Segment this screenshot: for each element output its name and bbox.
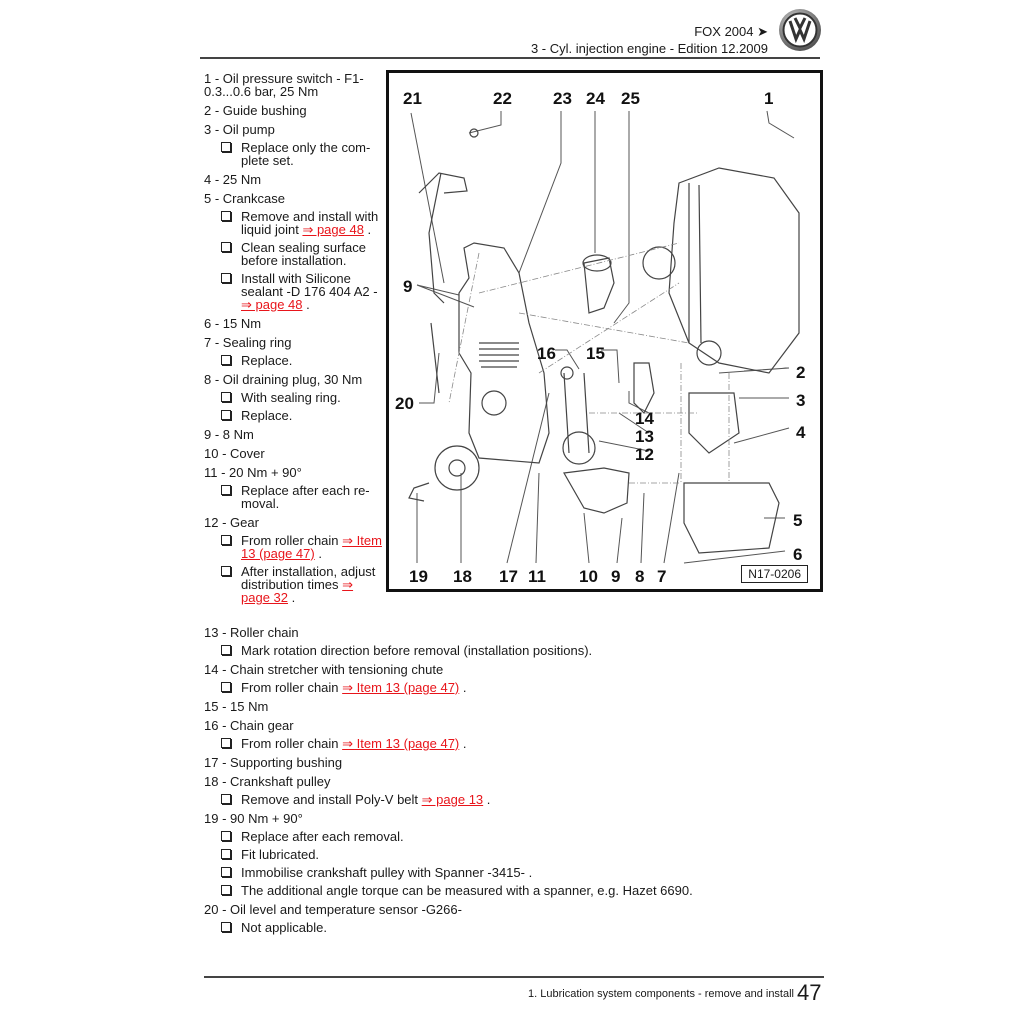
list-item-2 — [204, 104, 384, 117]
sub-step-text: Immobilise crankshaft pulley with Spanner -3415- . — [241, 865, 533, 880]
sub-step — [204, 565, 384, 604]
checkbox-bullet-icon — [221, 211, 231, 221]
item-title: 14 - Chain stretcher with tensioning chute — [204, 662, 444, 677]
vw-logo-icon — [778, 8, 822, 52]
callout-10: 10 — [579, 567, 598, 586]
item-title: 8 - Oil draining plug, 30 Nm — [204, 372, 363, 387]
checkbox-bullet-icon — [221, 566, 231, 576]
item-title: 7 - Sealing ring — [204, 335, 292, 350]
sub-step — [204, 848, 824, 861]
sub-step-text: Replace. — [241, 353, 293, 368]
cross-reference-link[interactable]: ⇒ page 48 — [241, 297, 303, 312]
item-title: 13 - Roller chain — [204, 625, 299, 640]
callout-17: 17 — [499, 567, 518, 586]
item-title: 6 - 15 Nm — [204, 316, 262, 331]
callout-3: 3 — [796, 391, 806, 410]
sub-step-text: From roller chain — [241, 533, 343, 548]
item-title: 3 - Oil pump — [204, 122, 275, 137]
sub-step-text: With sealing ring. — [241, 390, 341, 405]
parts-list-wide — [204, 626, 824, 940]
list-item-6 — [204, 317, 384, 330]
sub-step-text: The additional angle torque can be measured with a spanner, e.g. Hazet 6690. — [241, 883, 693, 898]
sub-step-text: Replace only the com- plete set. — [241, 140, 371, 168]
item-title: 5 - Crankcase — [204, 191, 285, 206]
callout-23: 23 — [553, 89, 572, 108]
sub-step-text: Replace after each removal. — [241, 829, 404, 844]
sub-step — [204, 272, 384, 311]
sub-step-text: After installation, adjust distribution times — [241, 564, 376, 592]
list-item-8 — [204, 373, 384, 422]
cross-reference-link[interactable]: ⇒ page 32 — [241, 577, 354, 605]
cross-reference-link[interactable]: ⇒ page 13 — [421, 792, 484, 807]
sub-step — [204, 830, 824, 843]
item-title: 9 - 8 Nm — [204, 427, 254, 442]
checkbox-bullet-icon — [221, 392, 231, 402]
sub-step-suffix: . — [363, 222, 372, 237]
sub-step-text: Replace after each re- moval. — [241, 483, 370, 511]
sub-step-text: From roller chain — [241, 736, 343, 751]
callout-1: 1 — [764, 89, 774, 108]
item-title: 16 - Chain gear — [204, 718, 294, 733]
sub-step-suffix: . — [459, 736, 467, 751]
list-item-19 — [204, 812, 824, 897]
list-item-7 — [204, 336, 384, 367]
item-title: 12 - Gear — [204, 515, 259, 530]
cross-reference-link[interactable]: ⇒ Item 13 (page 47) — [241, 533, 382, 561]
sub-step-suffix: . — [288, 590, 296, 605]
callout-5: 5 — [793, 511, 803, 530]
sub-step — [204, 884, 824, 897]
sub-step — [204, 793, 824, 806]
list-item-10 — [204, 447, 384, 460]
callout-21: 21 — [403, 89, 422, 108]
checkbox-bullet-icon — [221, 242, 231, 252]
callout-4: 4 — [796, 423, 806, 442]
sub-step-text: Mark rotation direction before removal (installation positions). — [241, 643, 593, 658]
checkbox-bullet-icon — [221, 410, 231, 420]
sub-step — [204, 644, 824, 657]
checkbox-bullet-icon — [221, 142, 231, 152]
footer-section-title: 1. Lubrication system components - remove and install — [528, 988, 794, 1000]
sub-step-text: Remove and install Poly-V belt — [241, 792, 422, 807]
checkbox-bullet-icon — [221, 535, 231, 545]
callout-7: 7 — [657, 567, 667, 586]
list-item-16 — [204, 719, 824, 750]
list-item-15 — [204, 700, 824, 713]
callout-20: 20 — [395, 394, 414, 413]
sub-step — [204, 141, 384, 167]
item-title: 19 - 90 Nm + 90° — [204, 811, 303, 826]
header-rule — [200, 57, 820, 59]
cross-reference-link[interactable]: ⇒ Item 13 (page 47) — [342, 680, 460, 695]
list-item-5 — [204, 192, 384, 311]
item-title: 11 - 20 Nm + 90° — [204, 465, 302, 480]
list-item-3 — [204, 123, 384, 167]
item-title: 10 - Cover — [204, 446, 265, 461]
checkbox-bullet-icon — [221, 922, 231, 932]
list-item-13 — [204, 626, 824, 657]
engine-illustration — [389, 73, 820, 589]
callout-12: 12 — [635, 445, 654, 464]
sub-step-suffix: . — [459, 680, 467, 695]
page-header — [200, 0, 830, 60]
sub-step — [204, 391, 384, 404]
sub-step-suffix: . — [314, 546, 322, 561]
item-title: 18 - Crankshaft pulley — [204, 774, 331, 789]
sub-step-text: Install with Silicone sealant -D 176 404 A2 - — [241, 271, 378, 299]
checkbox-bullet-icon — [221, 867, 231, 877]
list-item-20 — [204, 903, 824, 934]
checkbox-bullet-icon — [221, 273, 231, 283]
list-item-14 — [204, 663, 824, 694]
sub-step — [204, 921, 824, 934]
sub-step-text: Clean sealing surface before installation. — [241, 240, 367, 268]
list-item-9 — [204, 428, 384, 441]
callout-15: 15 — [586, 344, 605, 363]
checkbox-bullet-icon — [221, 831, 231, 841]
exploded-engine-diagram — [386, 70, 823, 592]
checkbox-bullet-icon — [221, 738, 231, 748]
checkbox-bullet-icon — [221, 355, 231, 365]
sub-step-text: Remove and install with liquid joint — [241, 209, 379, 237]
list-item-12 — [204, 516, 384, 604]
callout-22: 22 — [493, 89, 512, 108]
sub-step-text: From roller chain — [241, 680, 343, 695]
sub-step — [204, 241, 384, 267]
callout-9: 9 — [403, 277, 413, 296]
list-item-4 — [204, 173, 384, 186]
checkbox-bullet-icon — [221, 682, 231, 692]
callout-13: 13 — [635, 427, 654, 446]
item-title: 17 - Supporting bushing — [204, 755, 343, 770]
footer-rule — [204, 976, 824, 978]
sub-step — [204, 409, 384, 422]
list-item-11 — [204, 466, 384, 510]
list-item-17 — [204, 756, 824, 769]
sub-step-text: Not applicable. — [241, 920, 327, 935]
callout-11: 11 — [528, 567, 546, 586]
sub-step — [204, 210, 384, 236]
callout-25: 25 — [621, 89, 640, 108]
list-item-18 — [204, 775, 824, 806]
edition-subtitle: 3 - Cyl. injection engine - Edition 12.2009 — [530, 41, 768, 56]
item-title: 2 - Guide bushing — [204, 103, 307, 118]
sub-step — [204, 354, 384, 367]
sub-step-text: Fit lubricated. — [241, 847, 320, 862]
callout-18: 18 — [453, 567, 472, 586]
sub-step-suffix: . — [302, 297, 310, 312]
checkbox-bullet-icon — [221, 485, 231, 495]
checkbox-bullet-icon — [221, 885, 231, 895]
checkbox-bullet-icon — [221, 794, 231, 804]
callout-14: 14 — [635, 409, 654, 428]
callout-16: 16 — [537, 344, 556, 363]
cross-reference-link[interactable]: ⇒ page 48 — [302, 222, 364, 237]
sub-step-text: Replace. — [241, 408, 293, 423]
callout-19: 19 — [409, 567, 428, 586]
list-item-1 — [204, 72, 384, 98]
item-title: 15 - 15 Nm — [204, 699, 269, 714]
figure-code: N17-0206 — [741, 565, 808, 583]
checkbox-bullet-icon — [221, 645, 231, 655]
item-title: 4 - 25 Nm — [204, 172, 262, 187]
cross-reference-link[interactable]: ⇒ Item 13 (page 47) — [342, 736, 460, 751]
callout-24: 24 — [586, 89, 605, 108]
sub-step — [204, 681, 824, 694]
sub-step — [204, 484, 384, 510]
checkbox-bullet-icon — [221, 849, 231, 859]
callout-6: 6 — [793, 545, 803, 564]
item-title: 20 - Oil level and temperature sensor -G266- — [204, 902, 462, 917]
parts-list-narrow — [204, 72, 384, 610]
sub-step — [204, 866, 824, 879]
page-number: 47 — [797, 980, 822, 1005]
callout-2: 2 — [796, 363, 806, 382]
sub-step-suffix: . — [483, 792, 491, 807]
callout-9: 9 — [611, 567, 621, 586]
sub-step — [204, 534, 384, 560]
sub-step — [204, 737, 824, 750]
callout-8: 8 — [635, 567, 645, 586]
model-title: FOX 2004 ➤ — [694, 24, 768, 39]
item-title: 1 - Oil pressure switch - F1- 0.3...0.6 bar, 25 Nm — [204, 71, 364, 99]
